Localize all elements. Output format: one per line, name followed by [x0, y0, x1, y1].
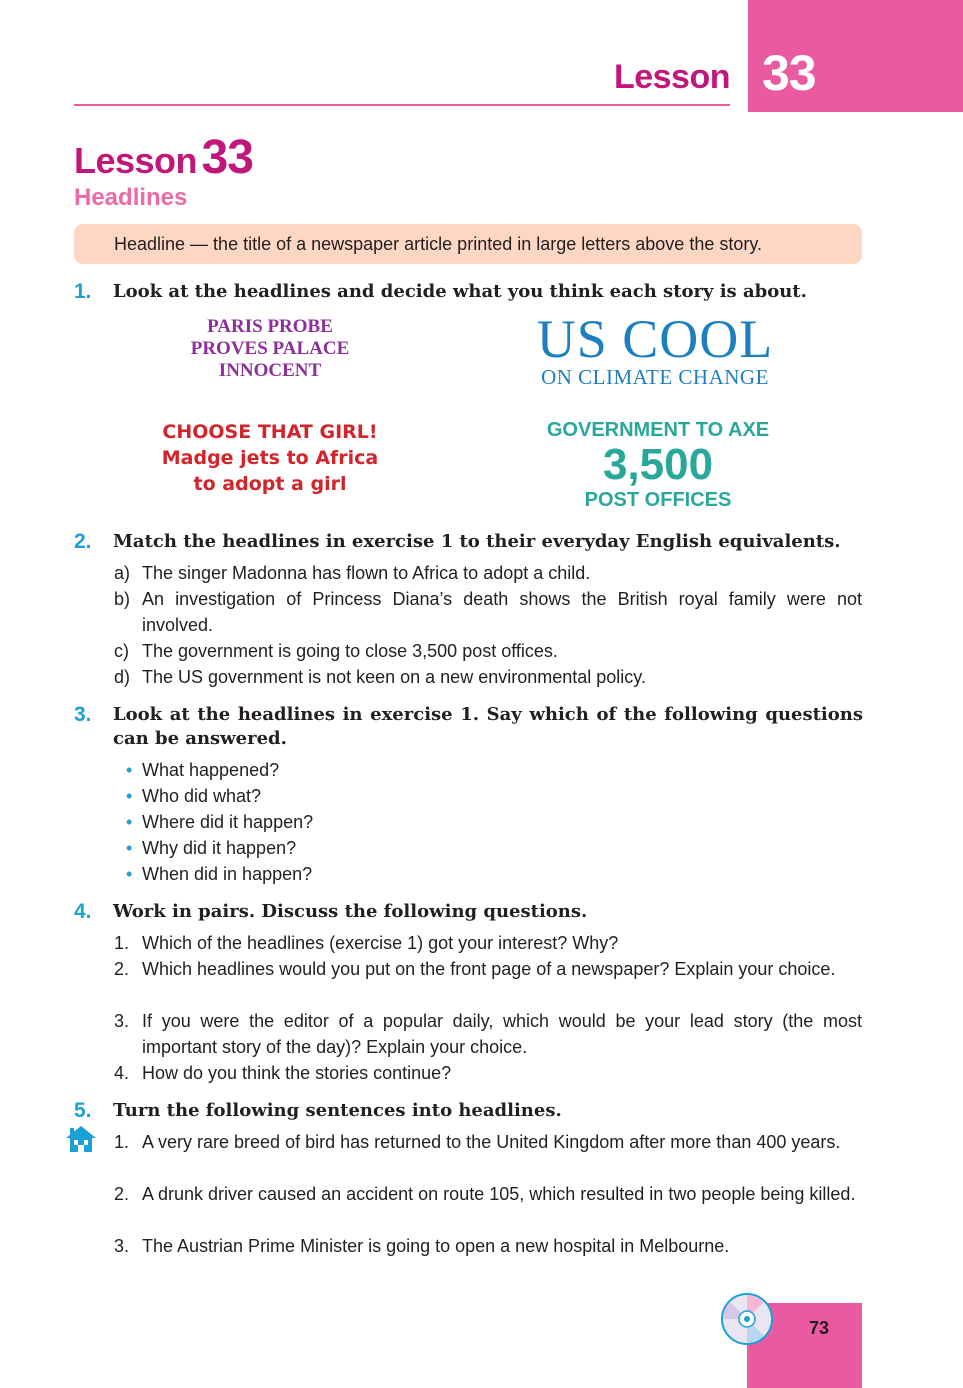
item-text: A drunk driver caused an accident on route 105, which resulted in two people being killed.	[142, 1184, 856, 1204]
headline-us-cool	[500, 309, 810, 389]
item-label: c)	[114, 641, 129, 661]
exercise-1-number: 1.	[74, 280, 92, 303]
bullet-icon: •	[126, 812, 133, 832]
exercise-5-number: 5.	[74, 1099, 92, 1122]
page-subtitle: Headlines	[74, 184, 188, 211]
headline-paris-probe	[140, 316, 400, 382]
headline-line: to adopt a girl	[193, 473, 347, 495]
cd-icon	[720, 1292, 774, 1351]
item-text: How do you think the stories continue?	[142, 1063, 452, 1083]
bullet-icon: •	[126, 838, 133, 858]
home-icon	[64, 1124, 98, 1159]
title-number: 33	[201, 131, 253, 184]
exercise-4-number: 4.	[74, 900, 92, 923]
page-number: 73	[808, 1318, 830, 1338]
headline-government-axe	[510, 418, 806, 512]
headline-line: CHOOSE THAT GIRL!	[162, 421, 378, 443]
headline-line: Madge jets to Africa	[161, 447, 379, 469]
exercise-4-instruction: Work in pairs. Discuss the following questions.	[113, 901, 588, 922]
headline-line: ON CLIMATE CHANGE	[541, 365, 769, 389]
page-title	[74, 130, 253, 185]
item-label: 3.	[114, 1236, 130, 1256]
item-label: 3.	[114, 1011, 130, 1031]
headline-line: 3,500	[602, 440, 714, 489]
item-text: A very rare breed of bird has returned to the United Kingdom after more than 400 years.	[142, 1132, 841, 1152]
item-text: An investigation of Princess Diana’s death shows the British royal family were not involved.	[142, 589, 862, 635]
title-word: Lesson	[74, 140, 198, 181]
exercise-2-instruction: Match the headlines in exercise 1 to their everyday English equivalents.	[113, 531, 841, 552]
headline-line: POST OFFICES	[584, 489, 732, 511]
item-label: 1.	[114, 1132, 130, 1152]
item-label: 4.	[114, 1063, 130, 1083]
item-text: Where did it happen?	[142, 812, 314, 832]
exercise-3-instruction: Look at the headlines in exercise 1. Say which of the following questions can be answered.	[113, 704, 863, 749]
item-text: What happened?	[142, 760, 280, 780]
headline-choose-that-girl	[130, 419, 410, 497]
bullet-icon: •	[126, 786, 133, 806]
item-label: a)	[114, 563, 131, 583]
exercise-5-instruction: Turn the following sentences into headlines.	[113, 1100, 562, 1121]
item-label: d)	[114, 667, 131, 687]
bullet-icon: •	[126, 864, 133, 884]
exercise-1-instruction: Look at the headlines and decide what you think each story is about.	[113, 281, 807, 302]
exercise-2-number: 2.	[74, 530, 92, 553]
item-text: Which of the headlines (exercise 1) got your interest? Why?	[142, 933, 619, 953]
item-text: Which headlines would you put on the front page of a newspaper? Explain your choice.	[142, 959, 836, 979]
headline-line: GOVERNMENT TO AXE	[546, 419, 770, 441]
definition-box: Headline — the title of a newspaper article printed in large letters above the story.	[74, 224, 862, 264]
item-text: The Austrian Prime Minister is going to open a new hospital in Melbourne.	[142, 1236, 730, 1256]
item-text: The US government is not keen on a new environmental policy.	[142, 667, 646, 687]
item-label: 2.	[114, 959, 130, 979]
headline-line: INNOCENT	[218, 360, 322, 381]
bullet-icon: •	[126, 760, 133, 780]
item-text: Why did it happen?	[142, 838, 297, 858]
header-lesson-word: Lesson	[613, 58, 730, 96]
item-text: The singer Madonna has flown to Africa to adopt a child.	[142, 563, 591, 583]
item-text: The government is going to close 3,500 post offices.	[142, 641, 558, 661]
item-label: 2.	[114, 1184, 130, 1204]
header-lesson-number: 33	[762, 45, 816, 101]
item-label: 1.	[114, 933, 130, 953]
item-label: b)	[114, 589, 131, 609]
item-text: Who did what?	[142, 786, 262, 806]
item-text: When did in happen?	[142, 864, 313, 884]
headline-line: US COOL	[536, 309, 774, 369]
item-text: If you were the editor of a popular daily, which would be your lead story (the most important story of the day)? Explain your choice.	[142, 1011, 862, 1057]
headline-line: PARIS PROBE	[207, 316, 333, 337]
exercise-3-number: 3.	[74, 703, 92, 726]
headline-line: PROVES PALACE	[190, 338, 350, 359]
header-divider	[74, 104, 730, 106]
